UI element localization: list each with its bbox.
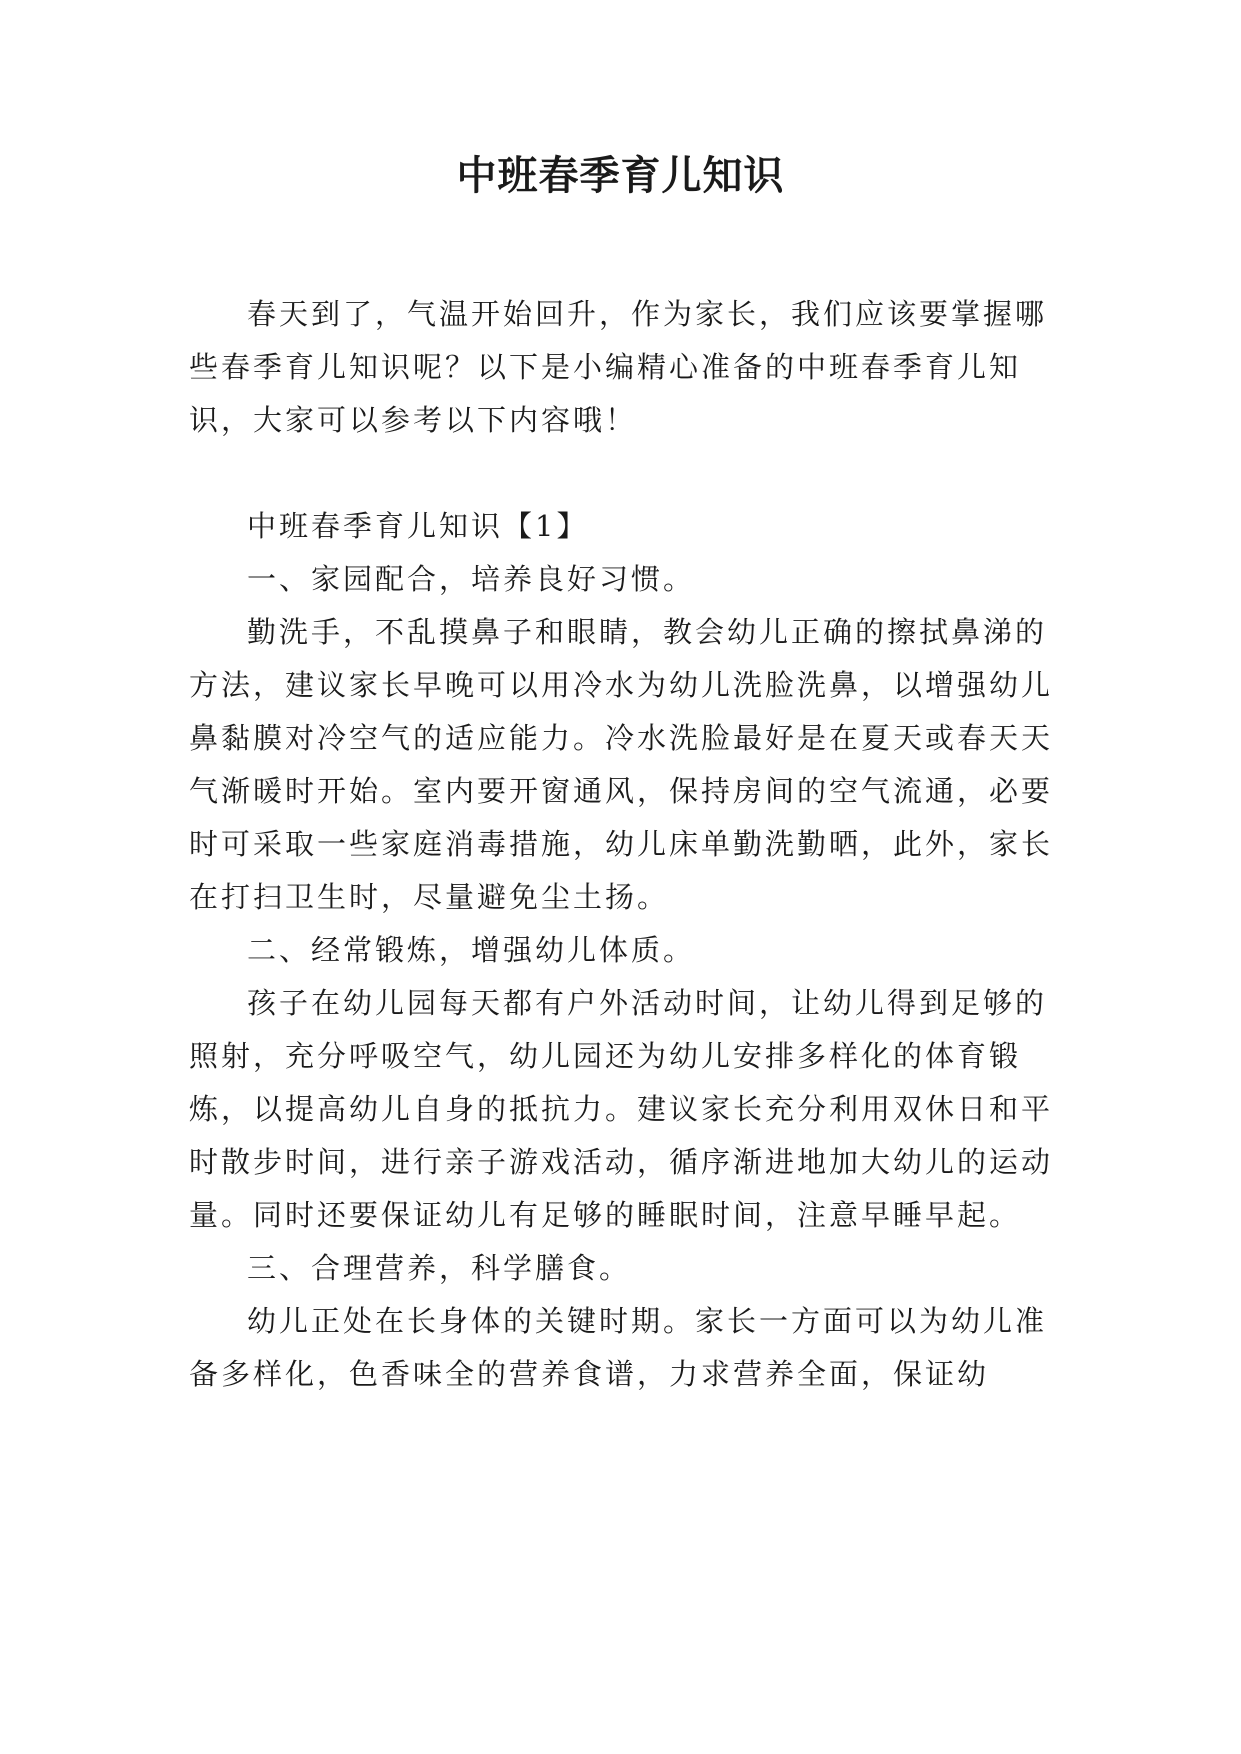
section-heading-1: 一、家园配合，培养良好习惯。: [247, 562, 696, 596]
intro-paragraph: 春天到了，气温开始回升，作为家长，我们应该要掌握哪些春季育儿知识呢？以下是小编精心准备的中班春季育儿知识，大家可以参考以下内容哦！: [189, 297, 1048, 437]
document-body: [189, 288, 1065, 1401]
section-paragraph-1: 勤洗手，不乱摸鼻子和眼睛，教会幼儿正确的擦拭鼻涕的方法，建议家长早晚可以用冷水为幼儿洗脸洗鼻，以增强幼儿鼻黏膜对冷空气的适应能力。冷水洗脸最好是在夏天或春天天气渐暖时开始。室内要开窗通风，保持房间的空气流通，必要时可采取一些家庭消毒措施，幼儿床单勤洗勤晒，此外，家长在打扫卫生时，尽量避免尘土扬。: [189, 615, 1054, 914]
spacer: [189, 447, 1065, 500]
document-title: 中班春季育儿知识: [456, 153, 785, 199]
section-heading-3: 三、合理营养，科学膳食。: [247, 1251, 632, 1285]
section-paragraph-2: 孩子在幼儿园每天都有户外活动时间，让幼儿得到足够的照射，充分呼吸空气，幼儿园还为幼儿安排多样化的体育锻炼，以提高幼儿自身的抵抗力。建议家长充分利用双休日和平时散步时间，进行亲子游戏活动，循序渐进地加大幼儿的运动量。同时还要保证幼儿有足够的睡眠时间，注意早睡早起。: [189, 986, 1054, 1232]
section-label: 中班春季育儿知识【1】: [247, 509, 589, 543]
section-heading-2: 二、经常锻炼，增强幼儿体质。: [247, 933, 696, 967]
section-paragraph-3: 幼儿正处在长身体的关键时期。家长一方面可以为幼儿准备多样化，色香味全的营养食谱，力求营养全面，保证幼: [189, 1304, 1048, 1391]
